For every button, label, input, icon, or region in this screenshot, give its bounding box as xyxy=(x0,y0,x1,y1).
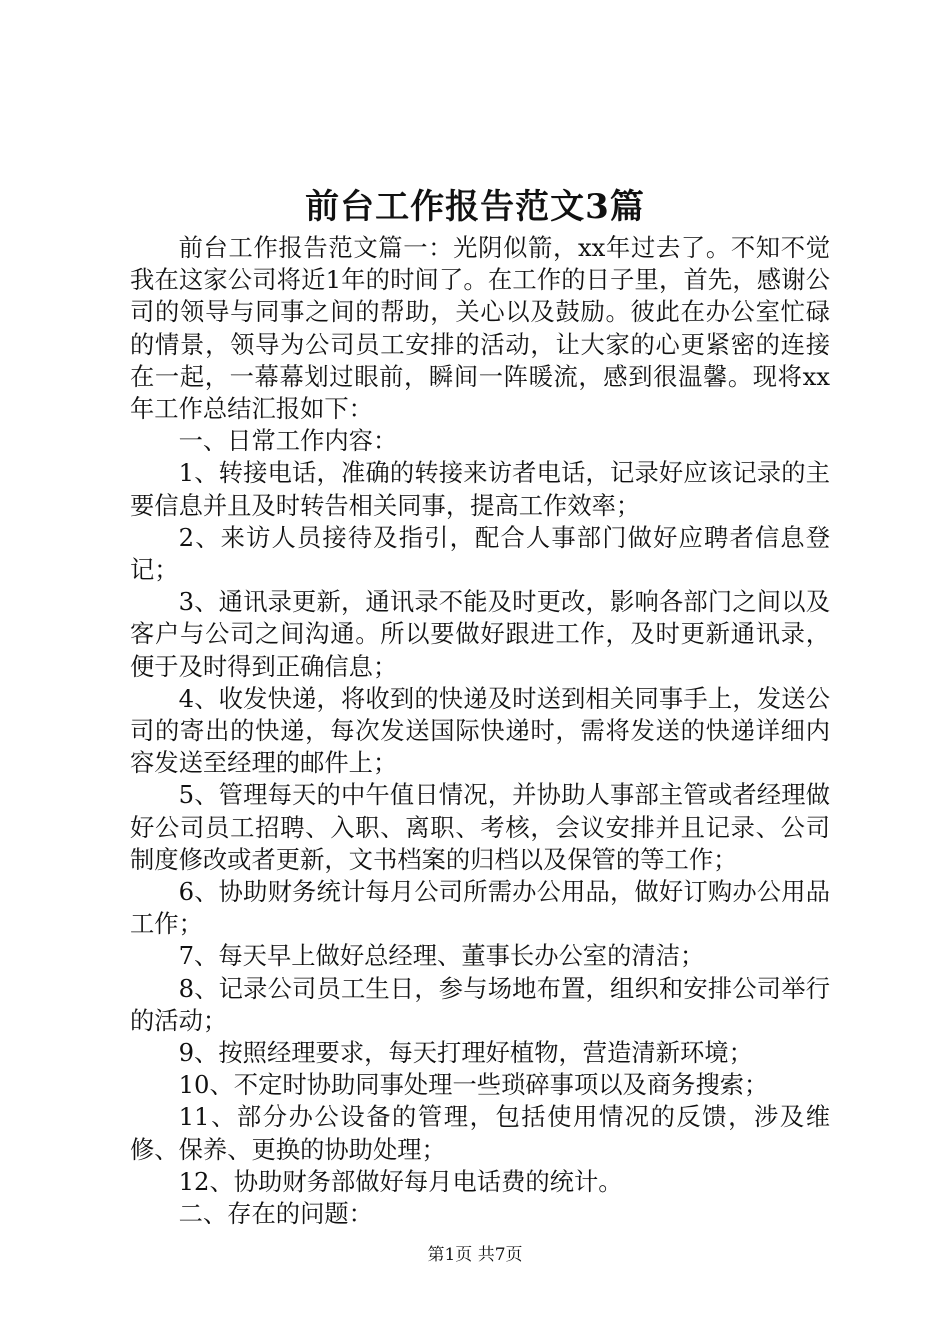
list-item: 2、来访人员接待及指引，配合人事部门做好应聘者信息登记； xyxy=(130,522,830,585)
list-item: 7、每天早上做好总经理、董事长办公室的清洁； xyxy=(178,941,705,971)
list-item: 11、部分办公设备的管理，包括使用情况的反馈，涉及维修、保养、更换的协助处理； xyxy=(130,1102,830,1164)
list-item: 5、管理每天的中午值日情况，并协助人事部主管或者经理做好公司员工招聘、入职、离职、考核，会议安排并且记录、公司制度修改或者更新，文书档案的归档以及保管的等工作； xyxy=(130,780,830,874)
list-item: 6、协助财务统计每月公司所需办公用品，做好订购办公用品工作； xyxy=(130,877,830,939)
list-item: 9、按照经理要求，每天打理好植物，营造清新环境； xyxy=(178,1038,753,1068)
list-item: 8、记录公司员工生日，参与场地布置，组织和安排公司举行的活动； xyxy=(130,973,830,1035)
list-item: 3、通讯录更新，通讯录不能及时更改，影响各部门之间以及客户与公司之间沟通。所以要做好跟进工作，及时更新通讯录，便于及时得到正确信息； xyxy=(130,587,830,681)
list-item: 12、协助财务部做好每月电话费的统计。 xyxy=(178,1166,623,1196)
section-heading-daily-work: 一、日常工作内容： xyxy=(178,426,398,456)
list-item: 4、收发快递，将收到的快递及时送到相关同事手上，发送公司的寄出的快递，每次发送国际快递时，需将发送的快递详细内容发送至经理的邮件上； xyxy=(130,683,830,778)
paragraph-intro: 前台工作报告范文篇一：光阴似箭，xx年过去了。不知不觉我在这家公司将近1年的时间了。在工作的日子里，首先，感谢公司的领导与同事之间的帮助，关心以及鼓励。彼此在办公室忙碌的情景，领导为公司员工安排的活动，让大家的心更紧密的连接在一起，一幕幕划过眼前，瞬间一阵暖流，感到很温馨。现将xx年工作总结汇报如下： xyxy=(130,233,830,424)
document-body xyxy=(130,232,830,1230)
list-item: 10、不定时协助同事处理一些琐碎事项以及商务搜索； xyxy=(178,1070,769,1100)
list-item: 1、转接电话，准确的转接来访者电话，记录好应该记录的主要信息并且及时转告相关同事，提高工作效率； xyxy=(130,458,830,520)
section-heading-problems: 二、存在的问题： xyxy=(178,1199,373,1229)
page-footer: 第1页 共7页 xyxy=(427,1245,523,1265)
document-title: 前台工作报告范文3篇 xyxy=(305,187,645,227)
